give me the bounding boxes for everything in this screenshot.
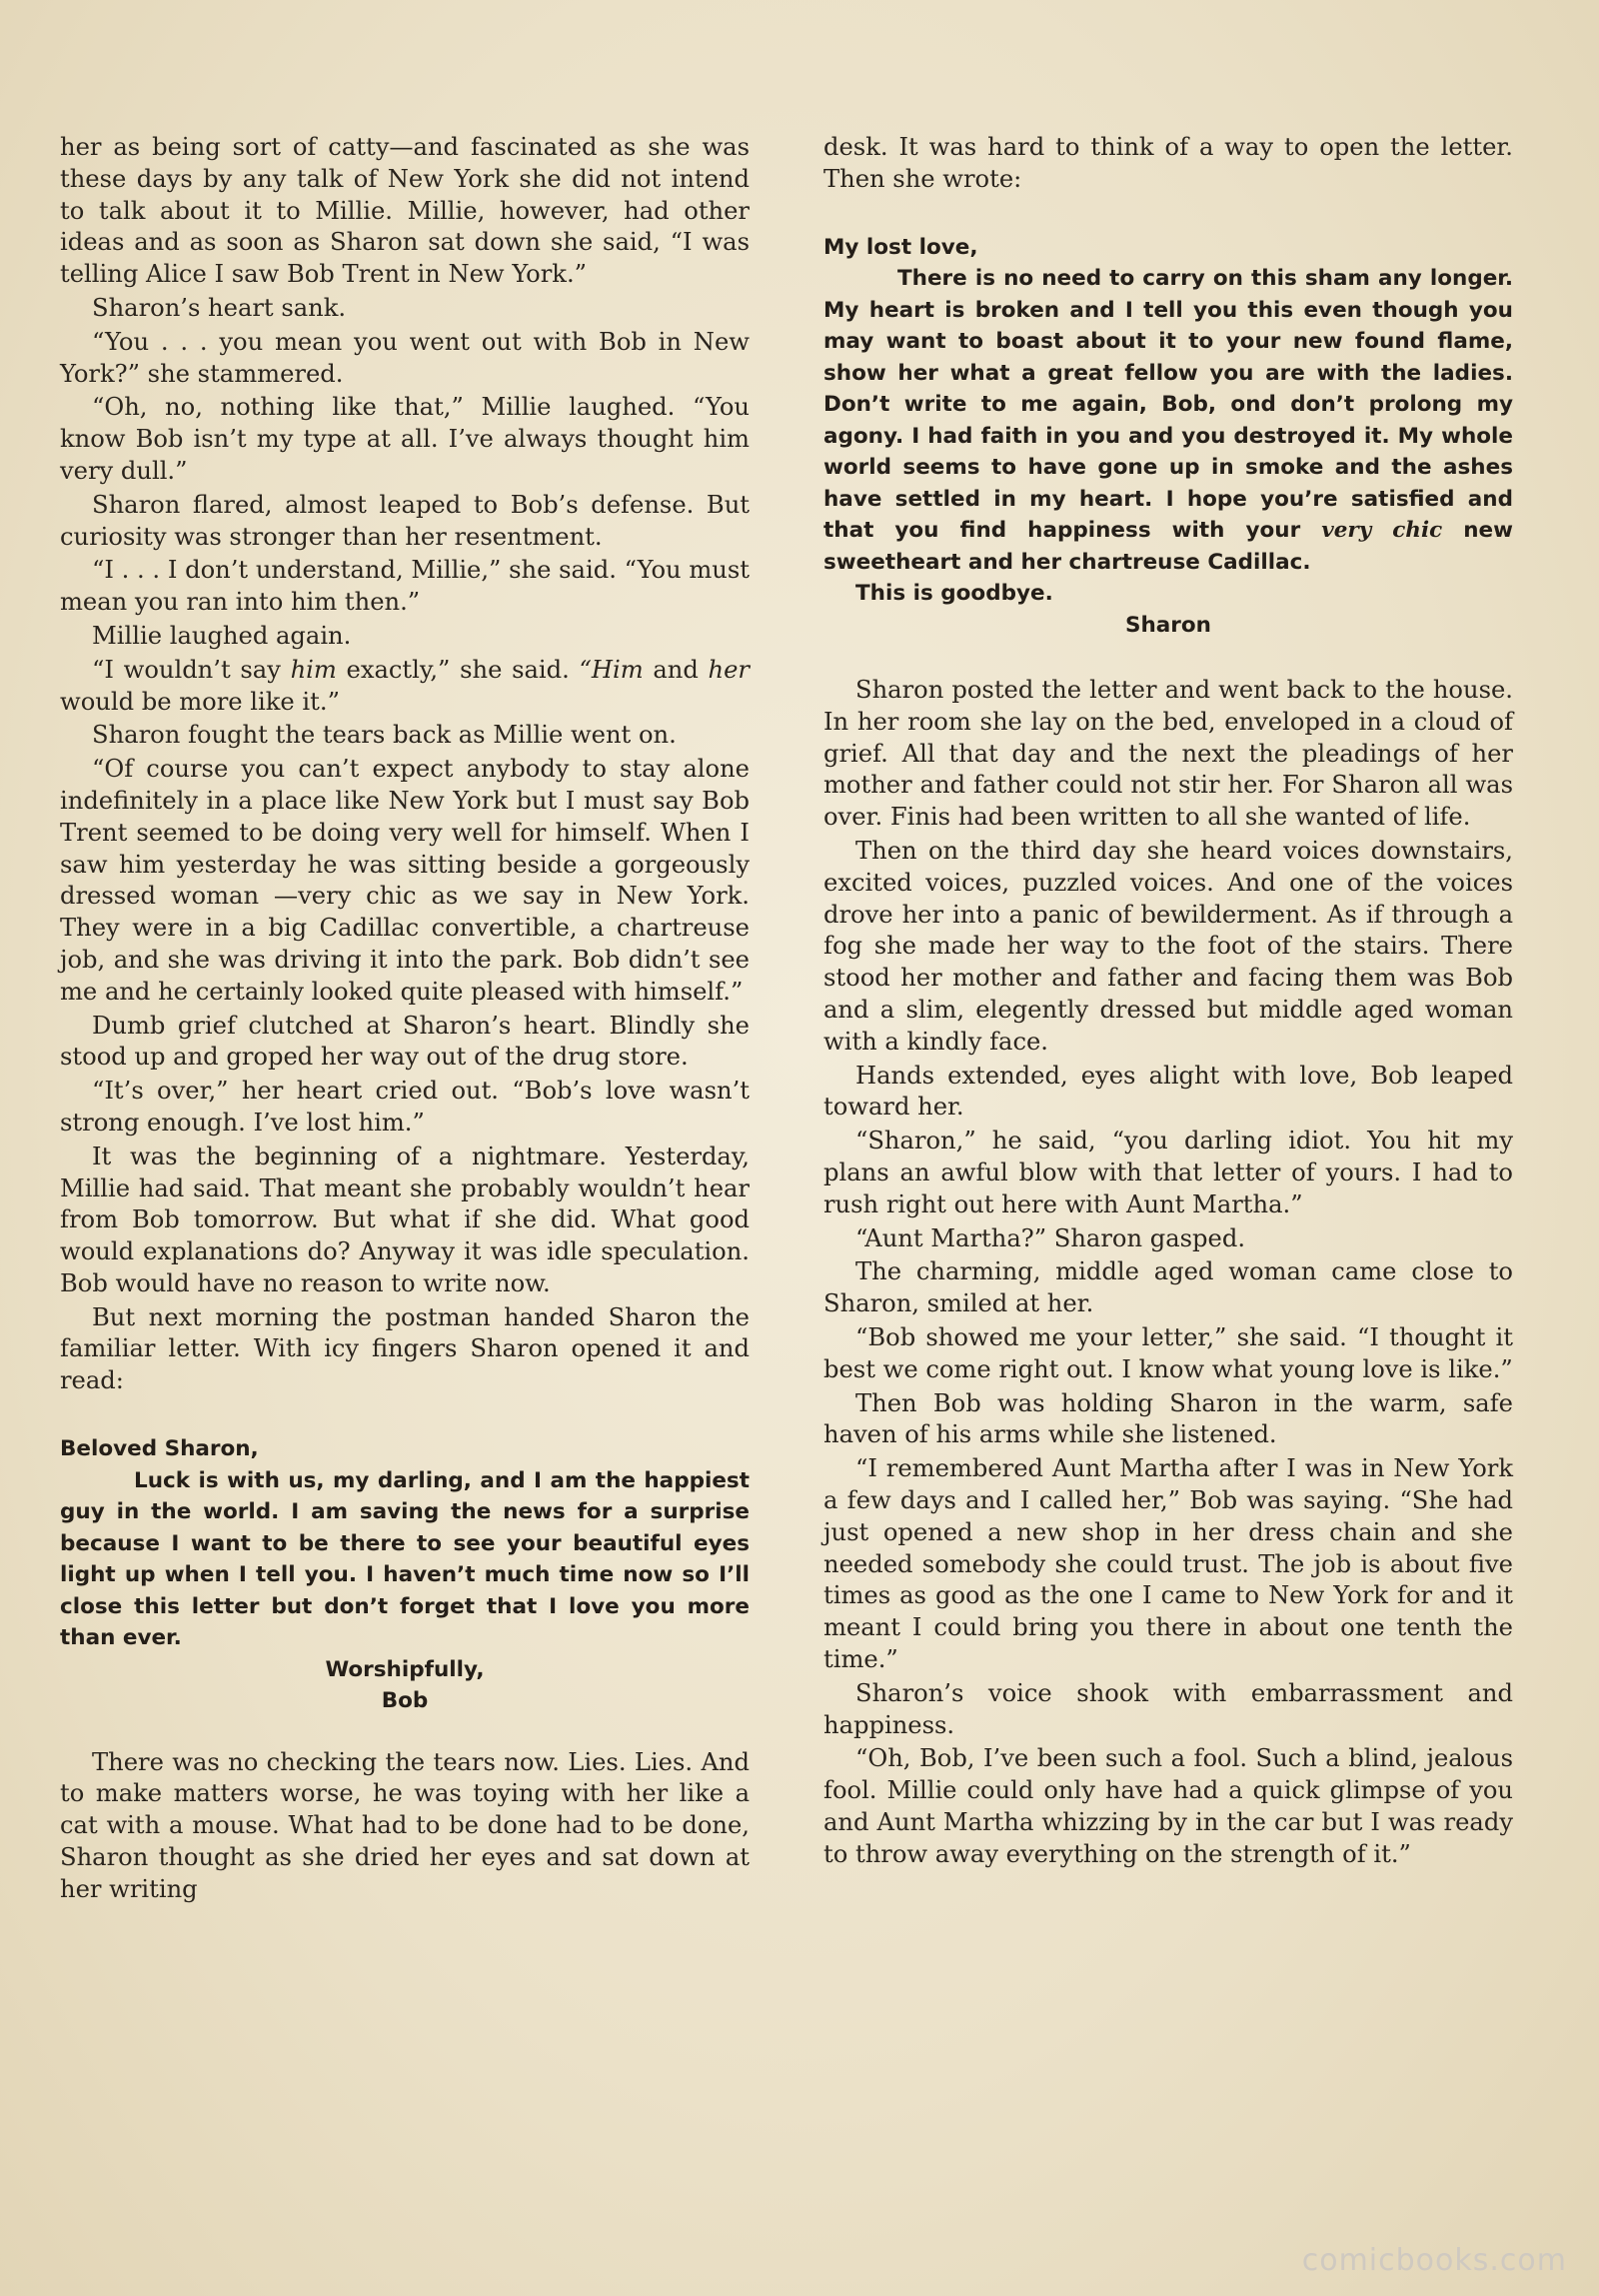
paragraph: “Of course you can’t expect anybody to stay alone indefinitely in a place like New York but I must say Bob Trent seemed to be doing very well for himself. When I saw him yesterday he was sitting beside a gorgeously dressed woman —very chic as we say in New York. They were in a big Cadillac convertible, a chartreuse job, and she was driving it into the park. Bob didn’t see me and he certainly looked quite pleased with himself.”: [60, 755, 750, 1006]
paragraph: “Sharon,” he said, “you darling idiot. You hit my plans an awful blow with that letter of yours. I had to rush right out here with Aunt Martha.”: [823, 1127, 1513, 1218]
spacer: [823, 198, 1513, 232]
letter-signature: Bob: [381, 1688, 429, 1714]
paragraph: “Oh, no, nothing like that,” Millie laughed. “You know Bob isn’t my type at all. I’ve always thought him very dull.”: [60, 393, 750, 485]
paragraph: But next morning the postman handed Sharon the familiar letter. With icy fingers Sharon opened it and read:: [60, 1302, 750, 1395]
paragraph: Millie laughed again.: [92, 621, 352, 650]
letter-salutation: My lost love,: [823, 234, 978, 260]
paragraph: It was the beginning of a nightmare. Yesterday, Millie had said. That meant she probably wouldn’t hear from Bob tomorrow. But what if she did. What good would explanations do? Anyway it was idle speculation. Bob would have no reason to write now.: [60, 1142, 750, 1297]
emphasis: her: [708, 655, 750, 684]
paragraph: “I . . . I don’t understand, Millie,” she said. “You must mean you ran into him then.”: [60, 556, 750, 617]
emphasis: him: [290, 655, 337, 684]
paragraph: Then on the third day she heard voices downstairs, excited voices, puzzled voices. And one of the voices drove her into a panic of bewilderment. As if through a fog she made her way to the foot of the stairs. There stood her mother and father and facing them was Bob and a slim, elegently dressed but middle aged woman with a kindly face.: [823, 837, 1513, 1056]
paragraph: “You . . . you mean you went out with Bob in New York?” she stammered.: [60, 327, 750, 388]
paragraph: Then Bob was holding Sharon in the warm, safe haven of his arms while she listened.: [823, 1388, 1513, 1449]
spacer: [823, 641, 1513, 675]
paragraph: There was no checking the tears now. Lies. Lies. And to make matters worse, he was toying with her like a cat with a mouse. What had to be done had to be done, Sharon thought as she dried her eyes and sat down at her writing: [60, 1747, 750, 1903]
text-run: exactly,” she said.: [336, 655, 580, 684]
spacer: [60, 1399, 750, 1433]
text-run: would be more like it.”: [60, 687, 340, 716]
letter-signature: Sharon: [1125, 612, 1211, 638]
letter-salutation: Beloved Sharon,: [60, 1436, 259, 1462]
paragraph: “It’s over,” her heart cried out. “Bob’s love wasn’t strong enough. I’ve lost him.”: [60, 1077, 750, 1137]
paragraph: “Oh, Bob, I’ve been such a fool. Such a blind, jealous fool. Millie could only have had a quick glimpse of you and Aunt Martha whizzing by in the car but I was ready to throw away everything on the strength of it.”: [823, 1744, 1513, 1868]
paragraph: Hands extended, eyes alight with love, Bob leaped toward her.: [823, 1061, 1513, 1122]
letter-goodbye: This is goodbye.: [855, 581, 1053, 607]
paragraph: “Aunt Martha?” Sharon gasped.: [855, 1223, 1246, 1252]
paragraph: [60, 655, 750, 719]
paragraph: The charming, middle aged woman came close to Sharon, smiled at her.: [823, 1257, 1513, 1318]
spacer: [60, 1717, 750, 1747]
letter-from-bob: [60, 1433, 750, 1717]
paragraph: “I remembered Aunt Martha after I was in New York a few days and I called her,” Bob was saying. “She had just opened a new shop in her dress chain and she needed somebody she could trust. The job is about five times as good as the one I came to New York for and it meant I could bring you there in about one tenth the time.”: [823, 1454, 1513, 1673]
paragraph: Sharon flared, almost leaped to Bob’s defense. But curiosity was stronger than her resentment.: [60, 490, 750, 551]
paragraph: Sharon’s voice shook with embarrassment and happiness.: [823, 1678, 1513, 1739]
paragraph: Sharon fought the tears back as Millie went on.: [92, 721, 677, 750]
letter-from-sharon: [823, 232, 1513, 642]
text-run: and: [643, 655, 709, 684]
left-column: [60, 132, 750, 1908]
paragraph: Sharon posted the letter and went back to the house. In her room she lay on the bed, enveloped in a cloud of grief. All that day and the next the pleadings of her mother and father could not stir her. For Sharon all was over. Finis had been written to all she wanted of life.: [823, 676, 1513, 832]
paragraph: “Bob showed me your letter,” she said. “I thought it best we come right out. I know what young love is like.”: [823, 1323, 1513, 1383]
paragraph: Sharon’s heart sank.: [92, 293, 347, 322]
emphasis: very chic: [1321, 518, 1443, 544]
letter-body: Luck is with us, my darling, and I am the happiest guy in the world. I am saving the news for a surprise because I want to be there to see your beautiful eyes light up when I tell you. I haven’t much time now so I’ll close this letter but don’t forget that I love you more than ever.: [60, 1467, 750, 1651]
paragraph: her as being sort of catty—and fascinated as she was these days by any talk of New York she did not intend to talk about it to Millie. Millie, however, had other ideas and as soon as Sharon sat down she said, “I was telling Alice I saw Bob Trent in New York.”: [60, 133, 750, 289]
letter-body: [823, 263, 1513, 578]
text-run: “I wouldn’t say: [92, 655, 291, 684]
text-run: new sweetheart and her chartreuse Cadillac.: [823, 518, 1513, 575]
paragraph: Dumb grief clutched at Sharon’s heart. Blindly she stood up and groped her way out of the drug store.: [60, 1011, 750, 1072]
right-column: [823, 132, 1513, 1873]
paragraph: desk. It was hard to think of a way to open the letter. Then she wrote:: [823, 133, 1513, 193]
text-run: There is no need to carry on this sham any longer. My heart is broken and I tell you this even though you may want to boast about it to your new found flame, show her what a great fellow you are with the ladies. Don’t write to me again, Bob, ond don’t prolong my agony. I had faith in you and you destroyed it. My whole world seems to have gone up in smoke and the ashes have settled in my heart. I hope you’re satisfied and that you find happiness with your: [823, 266, 1513, 544]
site-watermark: comicbooks.com: [1301, 2243, 1567, 2278]
emphasis: “Him: [579, 655, 644, 684]
letter-closing: Worshipfully,: [325, 1656, 485, 1682]
